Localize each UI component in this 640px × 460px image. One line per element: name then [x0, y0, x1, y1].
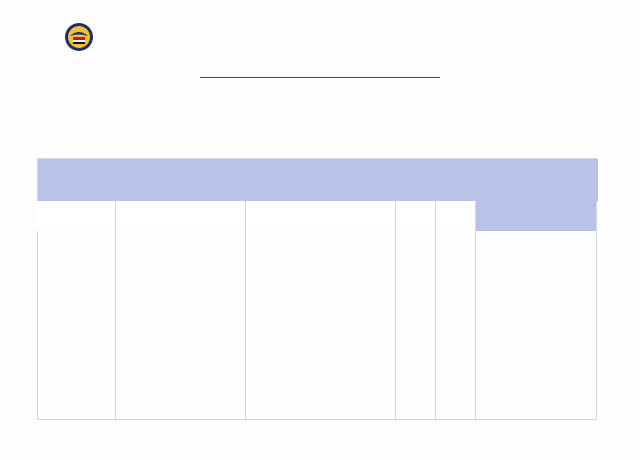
column-divider — [435, 201, 436, 421]
column-divider — [475, 201, 476, 421]
header — [40, 8, 600, 60]
subheader-wind — [116, 201, 246, 231]
forecast-table — [37, 158, 597, 420]
region-header-fill — [476, 201, 596, 231]
footer-signatures — [40, 424, 600, 454]
column-divider — [115, 201, 116, 421]
header-region — [478, 159, 598, 201]
subheader-fog — [246, 201, 396, 231]
subheader-cloud — [36, 201, 116, 231]
header-weather — [38, 159, 398, 201]
subheader-min — [396, 201, 436, 231]
column-divider — [245, 201, 246, 421]
eagle-logo-icon — [64, 22, 94, 52]
table-header — [38, 159, 598, 201]
table-subheader — [36, 201, 476, 231]
headline-underline — [200, 77, 440, 78]
subheader-max — [436, 201, 476, 231]
column-divider — [395, 201, 396, 421]
header-temperature — [398, 159, 478, 201]
